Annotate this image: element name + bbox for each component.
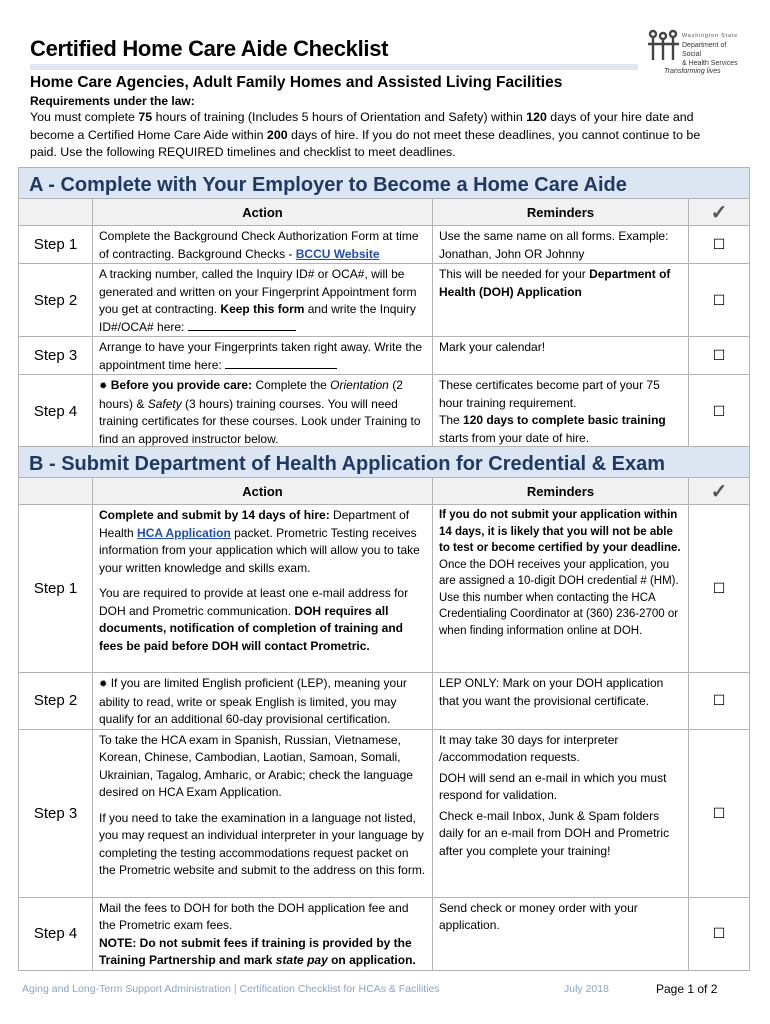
step-action: Mail the fees to DOH for both the DOH application fee and the Prometric exam fees. NOTE: Do not submit fees if training is provided by the Training Partnership and mark state pay on application. xyxy=(93,897,433,970)
requirements-label: Requirements under the law: xyxy=(30,94,195,108)
step-reminder: This will be needed for your Department of Health (DOH) Application xyxy=(433,264,689,337)
section-a-step-header xyxy=(19,199,93,226)
hca-application-link[interactable]: HCA Application xyxy=(137,525,231,540)
dshs-logo-org: Washington State Department of Social & Health Services xyxy=(682,33,739,67)
inquiry-id-blank[interactable] xyxy=(188,319,296,331)
footer-text: Aging and Long-Term Support Administration | Certification Checklist for HCAs & Facilities xyxy=(22,983,440,995)
requirements-text: You must complete 75 hours of training (Includes 5 hours of Orientation and Safety) within 120 days of your hire date and become a Certified Home Care Aide within 200 days of hire. If you do not meet these deadlines, you cannot continue to be paid. Use the following REQUIRED timelines and checklist to meet deadlines. xyxy=(30,110,701,159)
section-a-table xyxy=(18,167,750,449)
step-label: Step 3 xyxy=(19,337,93,375)
checkmark-icon: ✓ xyxy=(689,199,750,226)
table-row xyxy=(19,375,750,449)
step-action: Complete and submit by 14 days of hire: Department of Health HCA Application packet. Prometric Testing receives information from your application which will allow you to take your written knowledge and skills exam. You are required to provide at least one e-mail address for DOH and Prometric communication. DOH requires all documents, notification of completion of training and fees be paid before DOH will contact Prometric. xyxy=(93,505,433,673)
checkbox[interactable]: ☐ xyxy=(689,729,750,897)
step-reminder: Mark your calendar! xyxy=(433,337,689,375)
checkbox[interactable]: ☐ xyxy=(689,337,750,375)
table-row xyxy=(19,226,750,264)
step-action: ✹ Before you provide care: Complete the Orientation (2 hours) & Safety (3 hours) training courses. You will need training certificates for these courses. Look under Training to find an approved instructor below. xyxy=(93,375,433,449)
dshs-logo-icon xyxy=(646,28,682,64)
section-a-action-header: Action xyxy=(93,199,433,226)
section-b-heading: B - Submit Department of Health Application for Credential & Exam xyxy=(19,447,750,478)
section-b-action-header: Action xyxy=(93,478,433,505)
footer-date: July 2018 xyxy=(564,983,609,995)
step-reminder: Use the same name on all forms. Example: Jonathan, John OR Johnny xyxy=(433,226,689,264)
starburst-bullet-icon: ✹ xyxy=(99,679,108,690)
step-label: Step 4 xyxy=(19,375,93,449)
step-reminder: If you do not submit your application within 14 days, it is likely that you will not be able to test or become certified by your deadline. Once the DOH receives your application, you are assigned a 10-digit DOH credential # (HM). Use this number when contacting the HCA Credentialing Coordinator at (360) 236-2700 or when finding information online at DOH. xyxy=(433,505,689,673)
table-row xyxy=(19,505,750,673)
step-action: To take the HCA exam in Spanish, Russian, Vietnamese, Korean, Chinese, Cambodian, Laotian, Samoan, Somali, Ukrainian, Tagalog, Amharic, or Arabic; check the language desired on HCA Exam Application. If you need to take the examination in a language not listed, you may request an individual interpreter in your language by completing the testing accommodations request packet on the Prometric website and submit to the address on this form. xyxy=(93,729,433,897)
step-label: Step 1 xyxy=(19,226,93,264)
checkbox[interactable]: ☐ xyxy=(689,673,750,730)
section-b-step-header xyxy=(19,478,93,505)
section-b-table xyxy=(18,446,750,971)
checkbox[interactable]: ☐ xyxy=(689,897,750,970)
starburst-bullet-icon: ✹ xyxy=(99,381,108,392)
section-a-heading: A - Complete with Your Employer to Become a Home Care Aide xyxy=(19,168,750,199)
table-row xyxy=(19,337,750,375)
page-subtitle: Home Care Agencies, Adult Family Homes and Assisted Living Facilities xyxy=(30,74,563,91)
dshs-logo xyxy=(646,28,746,78)
step-label: Step 4 xyxy=(19,897,93,970)
step-reminder: Send check or money order with your application. xyxy=(433,897,689,970)
table-row xyxy=(19,897,750,970)
step-label: Step 1 xyxy=(19,505,93,673)
section-a-reminders-header: Reminders xyxy=(433,199,689,226)
page-title: Certified Home Care Aide Checklist xyxy=(30,36,389,61)
step-label: Step 2 xyxy=(19,264,93,337)
checkbox[interactable]: ☐ xyxy=(689,264,750,337)
step-action: ✹ If you are limited English proficient (LEP), meaning your ability to read, write or speak English is limited, you may qualify for an additional 60-day provisional certification. xyxy=(93,673,433,730)
step-label: Step 3 xyxy=(19,729,93,897)
checkmark-icon: ✓ xyxy=(689,478,750,505)
step-reminder: LEP ONLY: Mark on your DOH application that you want the provisional certificate. xyxy=(433,673,689,730)
page-number: Page 1 of 2 xyxy=(656,982,718,996)
table-row xyxy=(19,264,750,337)
appointment-time-blank[interactable] xyxy=(225,357,337,369)
table-row xyxy=(19,729,750,897)
checkbox[interactable]: ☐ xyxy=(689,375,750,449)
step-action: Complete the Background Check Authorization Form at time of contracting. Background Checks - BCCU Website xyxy=(93,226,433,264)
step-action: A tracking number, called the Inquiry ID# or OCA#, will be generated and written on your Fingerprint Appointment form you get at contracting. Keep this form and write the Inquiry ID#/OCA# here: xyxy=(93,264,433,337)
checkbox[interactable]: ☐ xyxy=(689,505,750,673)
dshs-logo-tagline: Transforming lives xyxy=(664,68,721,75)
step-reminder: It may take 30 days for interpreter /accommodation requests. DOH will send an e-mail in which you must respond for validation. Check e-mail Inbox, Junk & Spam folders daily for an e-mail from DOH and Prometric after you complete your training! xyxy=(433,729,689,897)
title-underline-bar xyxy=(30,64,638,70)
table-row xyxy=(19,673,750,730)
checkbox[interactable]: ☐ xyxy=(689,226,750,264)
step-label: Step 2 xyxy=(19,673,93,730)
step-reminder: These certificates become part of your 75 hour training requirement. The 120 days to complete basic training starts from your date of hire. xyxy=(433,375,689,449)
section-b-reminders-header: Reminders xyxy=(433,478,689,505)
step-action: Arrange to have your Fingerprints taken right away. Write the appointment time here: xyxy=(93,337,433,375)
bccu-website-link[interactable]: BCCU Website xyxy=(295,246,380,261)
